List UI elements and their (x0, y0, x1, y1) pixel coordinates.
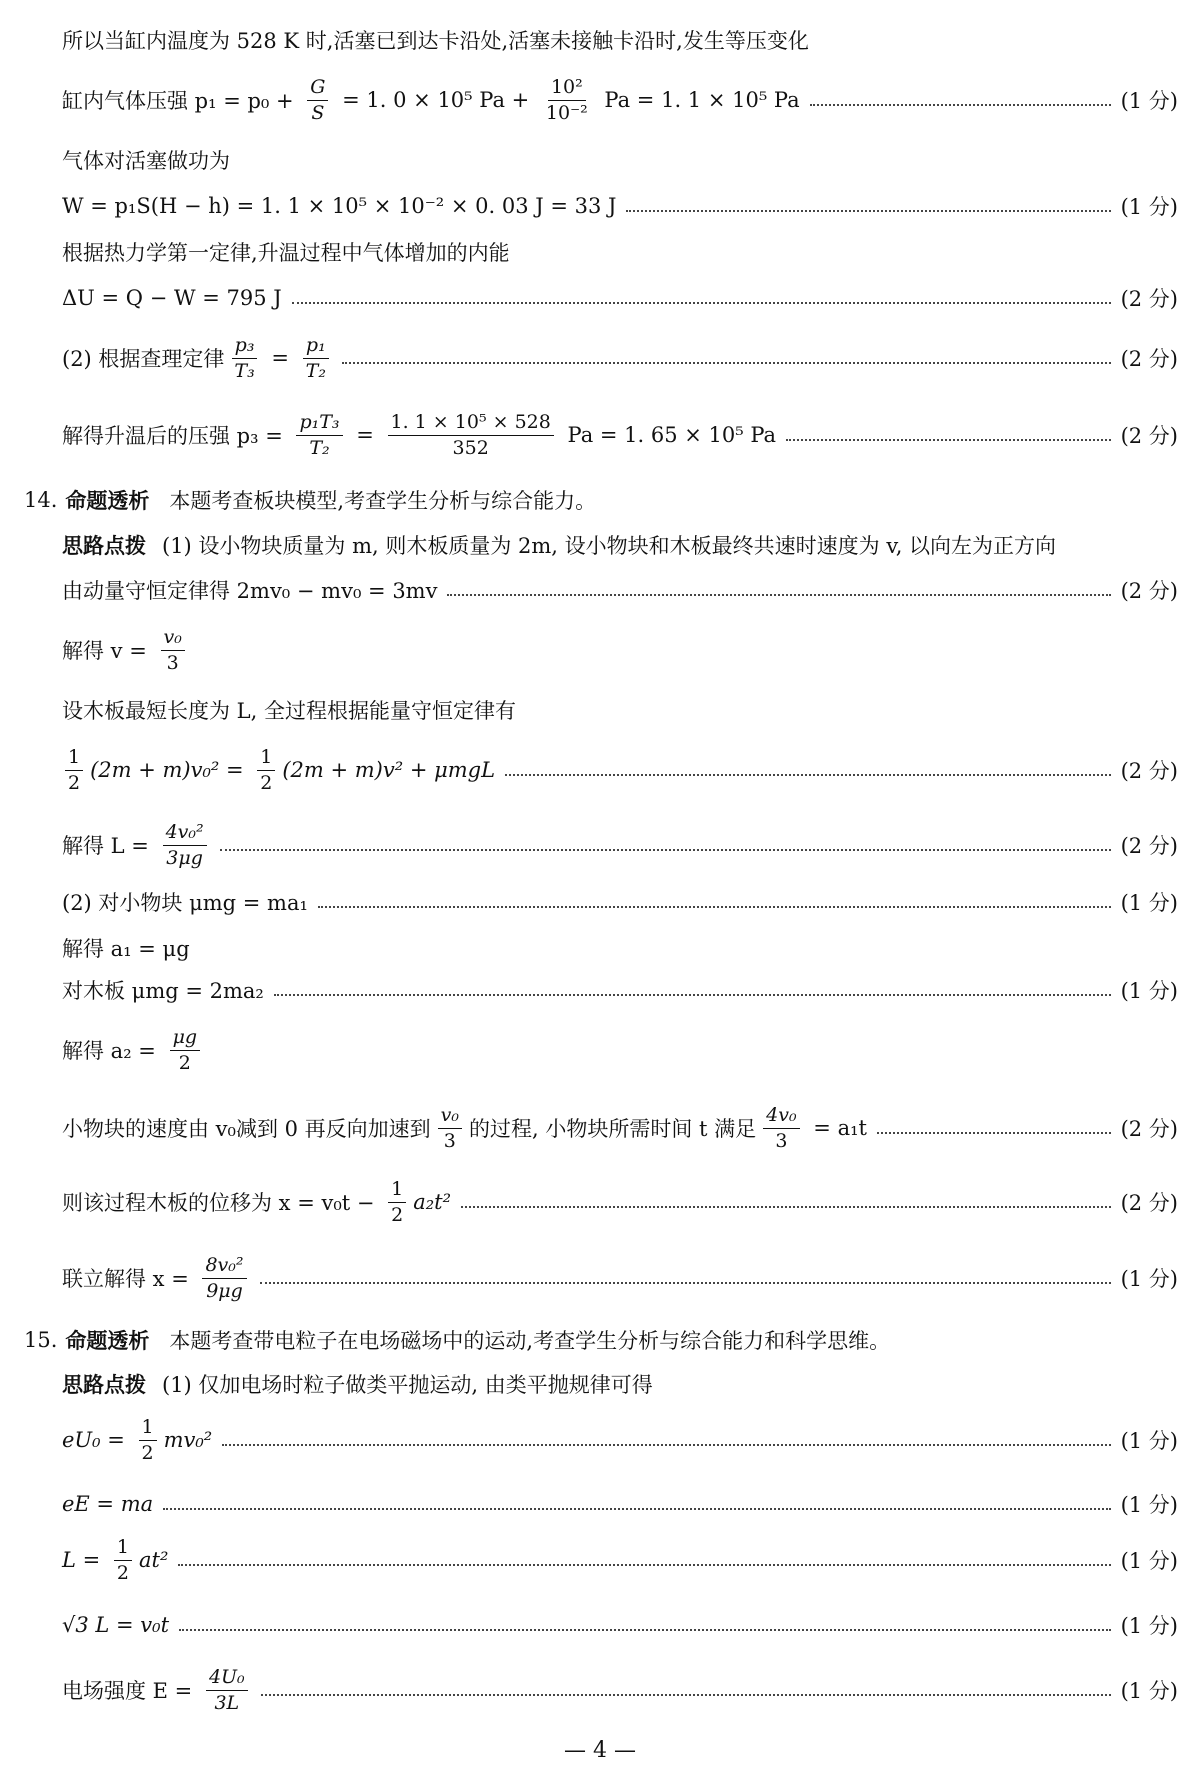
score-label: (1 分) (1120, 1267, 1178, 1291)
fraction: $\frac{1}{2}$ (257, 748, 275, 793)
line-text: 气体对活塞做功为 (62, 149, 230, 173)
dot-leader (447, 592, 1110, 596)
section-label: 思路点拨 (62, 533, 146, 558)
equation-line (62, 1530, 1178, 1590)
equation-part: = (349, 423, 381, 447)
equation-part: 解得 a₂ = (62, 1039, 163, 1063)
dot-leader (260, 1280, 1111, 1284)
dot-leader (461, 1204, 1111, 1208)
line-text: 根据热力学第一定律,升温过程中气体增加的内能 (62, 241, 510, 265)
equation-text: 由动量守恒定律得 2mv₀ − mv₀ = 3mv (62, 579, 438, 603)
text-line (62, 10, 1178, 70)
score-label: (1 分) (1120, 195, 1178, 219)
dot-leader (318, 904, 1111, 908)
section-label: 思路点拨 (62, 1372, 146, 1397)
fraction: $\frac{\text{4v₀}}{3}$ (763, 1106, 799, 1151)
fraction: $\frac{1}{2}$ (388, 1180, 406, 1225)
score-label: (2 分) (1120, 287, 1178, 311)
equation-line (62, 960, 1178, 1020)
equation-part: Pa = 1. 1 × 10⁵ Pa (597, 88, 800, 112)
equation-line (62, 405, 1178, 465)
score-label: (1 分) (1120, 979, 1178, 1003)
score-label: (1 分) (1120, 89, 1178, 113)
line-text: (1) 仅加电场时粒子做类平抛运动, 由类平抛规律可得 (162, 1373, 653, 1397)
equation-part: Pa = 1. 65 × 10⁵ Pa (560, 423, 777, 447)
fraction: $\frac{\text{4U₀}}{3L}$ (206, 1668, 248, 1713)
equation-line (62, 1020, 1178, 1080)
question-number: 15. (24, 1328, 58, 1352)
equation-text: W = p₁S(H − h) = 1. 1 × 10⁵ × 10⁻² × 0. 03 J = 33 J (62, 194, 617, 218)
dot-leader (179, 1627, 1111, 1631)
line-text: (1) 设小物块质量为 m, 则木板质量为 2m, 设小物块和木板最终共速时速度为 v, 以向左为正方向 (162, 534, 1057, 558)
dot-leader (274, 992, 1111, 996)
fraction: $\frac{G}{S}$ (307, 78, 328, 123)
line-text: 设木板最短长度为 L, 全过程根据能量守恒定律有 (62, 699, 516, 723)
fraction: $\frac{\text{1. 1 × 10⁵ × 528}}{352}$ (388, 413, 554, 458)
fraction: $\frac{\text{p₁}}{\text{T₂}}$ (303, 336, 329, 381)
equation-line (62, 1172, 1178, 1232)
equation-text: 对木板 μmg = 2ma₂ (62, 979, 264, 1003)
dot-leader (178, 1562, 1110, 1566)
fraction: $\frac{\text{p₁T₃}}{\text{T₂}}$ (296, 413, 342, 458)
equation-line (62, 815, 1178, 875)
equation-part: (2) 根据查理定律 (62, 347, 225, 371)
section-label: 命题透析 (65, 488, 150, 513)
equation-text: eE = ma (62, 1492, 154, 1516)
score-label: (1 分) (1120, 1549, 1178, 1573)
score-label: (1 分) (1120, 1429, 1178, 1453)
dot-leader (292, 300, 1111, 304)
score-label: (1 分) (1120, 1493, 1178, 1517)
fraction: $\frac{\text{10²}}{\text{10⁻²}}$ (545, 75, 588, 124)
text-line (62, 1354, 1178, 1414)
score-label: (2 分) (1120, 759, 1178, 783)
equation-part: at² (139, 1548, 169, 1572)
dot-leader (163, 1506, 1110, 1510)
fraction: $\frac{1}{2}$ (139, 1418, 157, 1463)
dot-leader (877, 1130, 1111, 1134)
equation-part: eU₀ = (62, 1428, 132, 1452)
equation-part: 则该过程木板的位移为 x = v₀t − (62, 1191, 382, 1215)
dot-leader (220, 847, 1111, 851)
equation-part: 解得 L = (62, 834, 156, 858)
fraction: $\frac{\text{8v₀²}}{9\mu g}$ (202, 1256, 246, 1301)
fraction: $\frac{\text{v₀}}{3}$ (438, 1106, 462, 1151)
equation-line (62, 70, 1178, 130)
equation-line (62, 328, 1178, 388)
equation-line (62, 620, 1178, 680)
equation-part: 缸内气体压强 p₁ = p₀ + (62, 89, 301, 113)
dot-leader (810, 102, 1111, 106)
equation-part: (2m + m)v² + μmgL (282, 758, 496, 782)
fraction: $\frac{\text{v₀}}{3}$ (161, 628, 185, 673)
equation-line (62, 268, 1178, 328)
score-label: (1 分) (1120, 1614, 1178, 1638)
fraction: $\frac{1}{2}$ (65, 748, 83, 793)
line-text: 本题考查板块模型,考查学生分析与综合能力。 (169, 489, 597, 513)
dot-leader (261, 1692, 1111, 1696)
score-label: (1 分) (1120, 1679, 1178, 1703)
equation-part: 解得升温后的压强 p₃ = (62, 424, 290, 448)
line-text: 所以当缸内温度为 528 K 时,活塞已到达卡沿处,活塞未接触卡沿时,发生等压变化 (62, 29, 809, 53)
equation-part: = a₁t (806, 1116, 867, 1140)
equation-line (62, 1660, 1178, 1720)
equation-text: ΔU = Q − W = 795 J (62, 286, 282, 310)
dot-leader (626, 208, 1110, 212)
score-label: (2 分) (1120, 1117, 1178, 1141)
score-label: (2 分) (1120, 424, 1178, 448)
dot-leader (786, 437, 1111, 441)
equation-part: L = (62, 1548, 107, 1572)
page-number: — 4 — (564, 1738, 636, 1763)
fraction: $\frac{1}{2}$ (114, 1538, 132, 1583)
equation-text: 解得 a₁ = μg (62, 937, 190, 961)
equation-part: 联立解得 x = (62, 1267, 196, 1291)
equation-line (62, 1248, 1178, 1308)
dot-leader (505, 772, 1111, 776)
equation-line (62, 1410, 1178, 1470)
fraction: $\frac{\mu g}{2}$ (170, 1028, 201, 1073)
equation-part: 小物块的速度由 v₀减到 0 再反向加速到 (62, 1117, 431, 1141)
dot-leader (342, 360, 1111, 364)
score-label: (1 分) (1120, 891, 1178, 915)
equation-line (62, 1474, 1178, 1534)
score-label: (2 分) (1120, 834, 1178, 858)
equation-part: 电场强度 E = (62, 1679, 199, 1703)
equation-part: (2m + m)v₀² = (90, 758, 251, 782)
text-line (62, 680, 1178, 740)
equation-part: a₂t² (413, 1190, 452, 1214)
score-label: (2 分) (1120, 579, 1178, 603)
score-label: (2 分) (1120, 347, 1178, 371)
equation-text: (2) 对小物块 μmg = ma₁ (62, 891, 308, 915)
fraction: $\frac{\text{4v₀²}}{3\mu g}$ (163, 823, 207, 868)
equation-part: 的过程, 小物块所需时间 t 满足 (469, 1117, 757, 1141)
section-label: 命题透析 (65, 1328, 150, 1353)
equation-line (62, 740, 1178, 800)
equation-line (62, 560, 1178, 620)
line-text: 本题考查带电粒子在电场磁场中的运动,考查学生分析与综合能力和科学思维。 (169, 1329, 891, 1353)
dot-leader (222, 1442, 1110, 1446)
equation-part: mv₀² (163, 1428, 213, 1452)
equation-part: = (264, 346, 296, 370)
question-number: 14. (24, 488, 58, 512)
equation-line (62, 1595, 1178, 1655)
equation-part: 解得 v = (62, 639, 154, 663)
equation-line (62, 1098, 1178, 1158)
score-label: (2 分) (1120, 1191, 1178, 1215)
equation-part: = 1. 0 × 10⁵ Pa + (335, 88, 536, 112)
equation-text: √3 L = v₀t (62, 1613, 170, 1637)
fraction: $\frac{\text{p₃}}{\text{T₃}}$ (231, 336, 257, 381)
